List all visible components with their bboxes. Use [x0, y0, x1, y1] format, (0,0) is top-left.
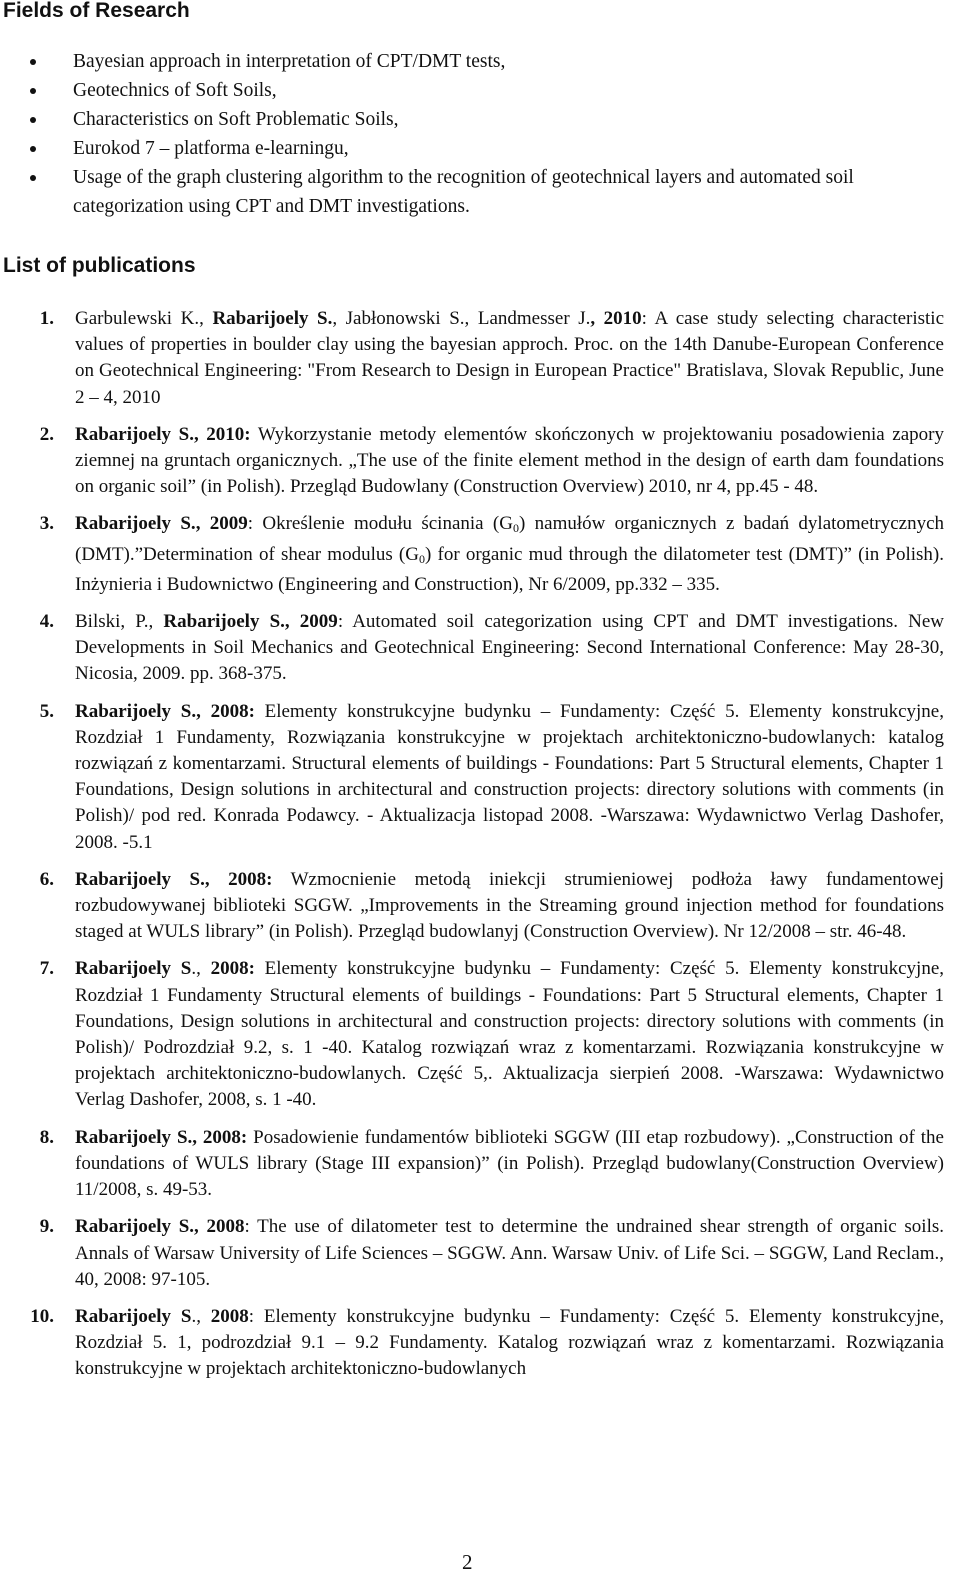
list-item-text: Geotechnics of Soft Soils, — [73, 80, 277, 101]
publication-item — [0, 609, 944, 688]
pub-author-bold: Rabarijoely S. — [75, 513, 196, 535]
publication-number: 5. — [39, 700, 54, 722]
page-number: 2 — [462, 1550, 473, 1574]
pub-text: , Jabłonowski S., Landmesser J. — [332, 308, 591, 329]
pub-author-bold: Rabarijoely S — [75, 958, 192, 980]
fields-of-research-list — [0, 47, 944, 221]
publication-item — [0, 1125, 944, 1204]
pub-text: ) namułów organicznych z badań dylatometrycznych (DMT).”Determination of shear modulus (G — [75, 513, 945, 565]
publication-item — [0, 306, 944, 411]
pub-text: : Automated soil categorization using CPT and DMT investigations. New Developments in Soil Mechanics and Geotechnical Engineering: Second International Conference: May 28-30, Nicosia, 2009. pp. 368-375. — [75, 611, 944, 685]
publication-number: 10. — [30, 1305, 54, 1327]
publication-number: 3. — [39, 513, 54, 535]
bullet-icon — [30, 175, 36, 181]
publication-item — [0, 1304, 944, 1383]
pub-text: Elementy konstrukcyjne budynku – Fundamenty: Część 5. Elementy konstrukcyjne, Rozdział 1 Fundamenty Structural elements of buildings - Foundations: Part 5 Structural elements, Chapter 1 Foundations, Design solutions in architectural and construction projects: directory solutions with comments (in Polish)/ Podrozdział 9.2, s. 1 -40. Katalog rozwiązań wraz z komentarzami. Rozwiązania konstrukcyjne w projektach architektoniczno-budowlanych. Część 5,. Aktualizacja sierpień 2008. -Warszawa: Wydawnictwo Verlag Dashofer, 2008, s. 1 -40. — [75, 958, 945, 1111]
pub-text: ., — [191, 958, 211, 980]
pub-author-bold: Rabarijoely S., 2008: — [75, 1126, 248, 1148]
pub-author-bold: Rabarijoely S., 2008: — [75, 700, 255, 722]
publication-number: 6. — [39, 868, 54, 890]
pub-text: : Określenie modułu ścinania (G — [247, 513, 513, 535]
pub-subscript: 0 — [512, 521, 519, 536]
list-item-text: Characteristics on Soft Problematic Soils, — [73, 109, 399, 130]
pub-text: Wykorzystanie metody elementów skończonych w projektowaniu posadowienia zapory ziemnej na gruntach organicznych. „The use of the finite element method in the design of earth dam foundations on organic soil” (in Polish). Przegląd Budowlany (Construction Overview) 2010, nr 4, pp.45 - 48. — [75, 423, 945, 498]
list-item — [0, 105, 944, 134]
pub-text: : Elementy konstrukcyjne budynku – Fundamenty: Część 5. Elementy konstrukcyjne, Rozdział 5. 1, podrozdział 9.1 – 9.2 Fundamenty. Katalog rozwiązań wraz z komentarzami. Rozwiązania konstrukcyjne w projektach architektoniczno-budowlanych — [75, 1305, 945, 1380]
publication-item — [0, 422, 944, 501]
pub-text: ) for organic mud through the dilatometer test (DMT)” (in Polish). Inżynieria i Budownictwo (Engineering and Construction), Nr 6/2009, pp.332 – 335. — [75, 543, 945, 595]
bullet-icon — [30, 117, 36, 123]
pub-text: ., — [191, 1305, 211, 1327]
pub-year-bold: 2008: — [210, 958, 255, 980]
list-item — [0, 76, 944, 105]
list-item-text: Eurokod 7 – platforma e-learningu, — [73, 138, 349, 159]
publication-number: 2. — [39, 423, 54, 445]
publication-item — [0, 867, 944, 946]
pub-text: Wzmocnienie metodą iniekcji strumieniowej podłoża ławy fundamentowej rozbudowywanej biblioteki SGGW. „Improvements in the Streaming ground injection method for foundations staged at WULS library” (in Polish). Przegląd budowlanyj (Construction Overview). Nr 12/2008 – str. 46-48. — [75, 868, 945, 943]
publication-item — [0, 511, 944, 598]
list-item-text: Usage of the graph clustering algorithm to the recognition of geotechnical layers and automated soil categorization using CPT and DMT investigations. — [73, 167, 854, 217]
publication-number: 9. — [39, 1216, 54, 1238]
pub-year-bold: 2008 — [210, 1305, 249, 1327]
pub-text: Bilski, P., — [75, 611, 164, 633]
bullet-icon — [30, 146, 36, 152]
publication-item — [0, 699, 944, 856]
list-item — [0, 163, 944, 221]
list-item-text: Bayesian approach in interpretation of CPT/DMT tests, — [73, 51, 506, 72]
pub-year-bold: , 2010 — [590, 308, 642, 329]
publication-number: 7. — [39, 958, 54, 980]
fields-of-research-heading: Fields of Research — [3, 0, 190, 22]
pub-author-bold: Rabarijoely S., 2009 — [163, 611, 338, 633]
publications-heading: List of publications — [3, 254, 196, 277]
pub-text: Elementy konstrukcyjne budynku – Fundamenty: Część 5. Elementy konstrukcyjne, Rozdział 1 Fundamenty, Rozwiązania konstrukcyjne w projektach architektoniczno-budowlanych: katalog rozwiązań z komentarzami. Structural elements of buildings - Foundations: Part 5 Structural elements, Chapter 1 Foundations, Design solutions in architectural and construction projects: directory solutions with comments (in Polish)/ pod red. Konrada Podawcy. - Aktualizacja listopad 2008. -Warszawa: Wydawnictwo Verlag Dashofer, 2008. -5.1 — [75, 700, 944, 853]
pub-author-bold: Rabarijoely S., 2008: — [75, 868, 273, 890]
pub-text: Garbulewski K., — [75, 308, 213, 329]
pub-subscript: 0 — [418, 551, 425, 566]
pub-text: : The use of dilatometer test to determine the undrained shear strength of organic soils. Annals of Warsaw University of Life Sciences – SGGW. Ann. Warsaw Univ. of Life Sci. – SGGW, Land Reclam., 40, 2008: 97-105. — [75, 1216, 945, 1290]
pub-author-bold: Rabarijoely S. — [75, 423, 194, 445]
publication-item — [0, 956, 944, 1113]
pub-author-bold: Rabarijoely S — [75, 1305, 192, 1327]
pub-year-bold: , 2009 — [195, 513, 248, 535]
pub-year-bold: , 2010: — [193, 423, 251, 445]
publication-item — [0, 1214, 944, 1293]
publication-number: 4. — [39, 611, 54, 633]
publication-number: 1. — [39, 308, 54, 329]
publications-list — [0, 306, 944, 1394]
pub-text: Posadowienie fundamentów biblioteki SGGW (III etap rozbudowy). „Construction of the foundations of WULS library (Stage III expansion)” (in Polish). Przegląd budowlany(Construction Overview) 11/2008, s. 49-53. — [75, 1126, 944, 1201]
pub-text: : A case study selecting characteristic values of properties in boulder clay using the bayesian approch. Proc. on the 14th Danube-European Conference on Geotechnical Engineering: "From Research to Design in European Practice" Bratislava, Slovak Republic, June 2 – 4, 2010 — [75, 308, 945, 408]
bullet-icon — [30, 88, 36, 94]
list-item — [0, 134, 944, 163]
publication-number: 8. — [39, 1126, 54, 1148]
bullet-icon — [30, 59, 36, 65]
pub-author-bold: Rabarijoely S. — [212, 308, 333, 329]
pub-author-bold: Rabarijoely S., 2008 — [75, 1216, 245, 1238]
list-item — [0, 47, 944, 76]
